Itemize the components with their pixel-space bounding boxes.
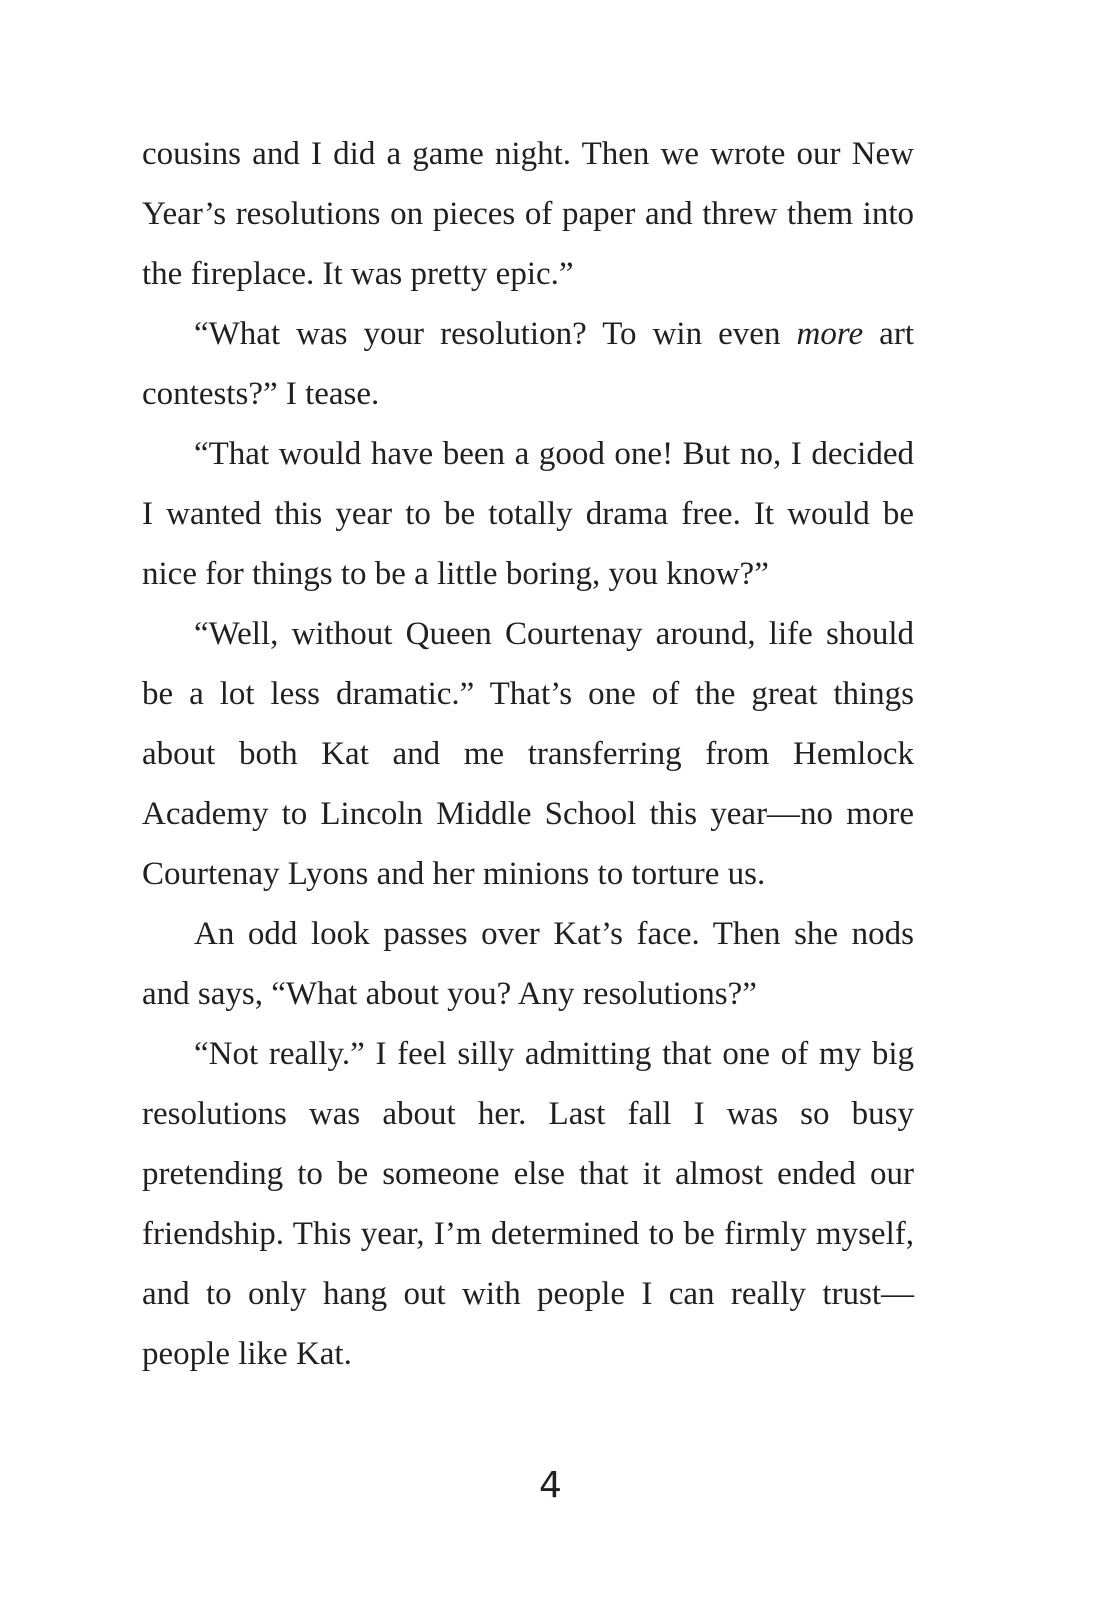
paragraph-continued (142, 124, 914, 304)
paragraph-text: “Well, without Queen Courtenay around, life should be a lot less dramatic.” That’s one of the great things about both Kat and me transferring from Hemlock Academy to Lincoln Middle School this year—no more Courtenay Lyons and her minions to torture us. (142, 616, 914, 892)
paragraph-text: “Not really.” I feel silly admitting that one of my big resolutions was about her. Last fall I was so busy pretending to be someone else that it almost ended our friendship. This year, I’m determined to be firmly myself, and to only hang out with people I can really trust—people like Kat. (142, 1036, 914, 1372)
paragraph-text: An odd look passes over Kat’s face. Then she nods and says, “What about you? Any resolutions?” (142, 916, 914, 1012)
emphasis-word: more (796, 316, 864, 352)
paragraph-not-really (142, 1024, 914, 1384)
paragraph-resolution-question (142, 304, 914, 424)
paragraph-text-start: “What was your resolution? To win even (194, 316, 797, 352)
paragraph-text: cousins and I did a game night. Then we wrote our New Year’s resolutions on pieces of paper and threw them into the fireplace. It was pretty epic.” (142, 136, 914, 292)
paragraph-drama-free (142, 424, 914, 604)
paragraph-text-end: art contests?” I tease. (142, 316, 914, 412)
body-text (142, 124, 914, 1384)
page-number: 4 (539, 1465, 562, 1506)
paragraph-text: “That would have been a good one! But no, I decided I wanted this year to be totally drama free. It would be nice for things to be a little boring, you know?” (142, 436, 914, 592)
paragraph-odd-look (142, 904, 914, 1024)
paragraph-queen-courtenay (142, 604, 914, 904)
